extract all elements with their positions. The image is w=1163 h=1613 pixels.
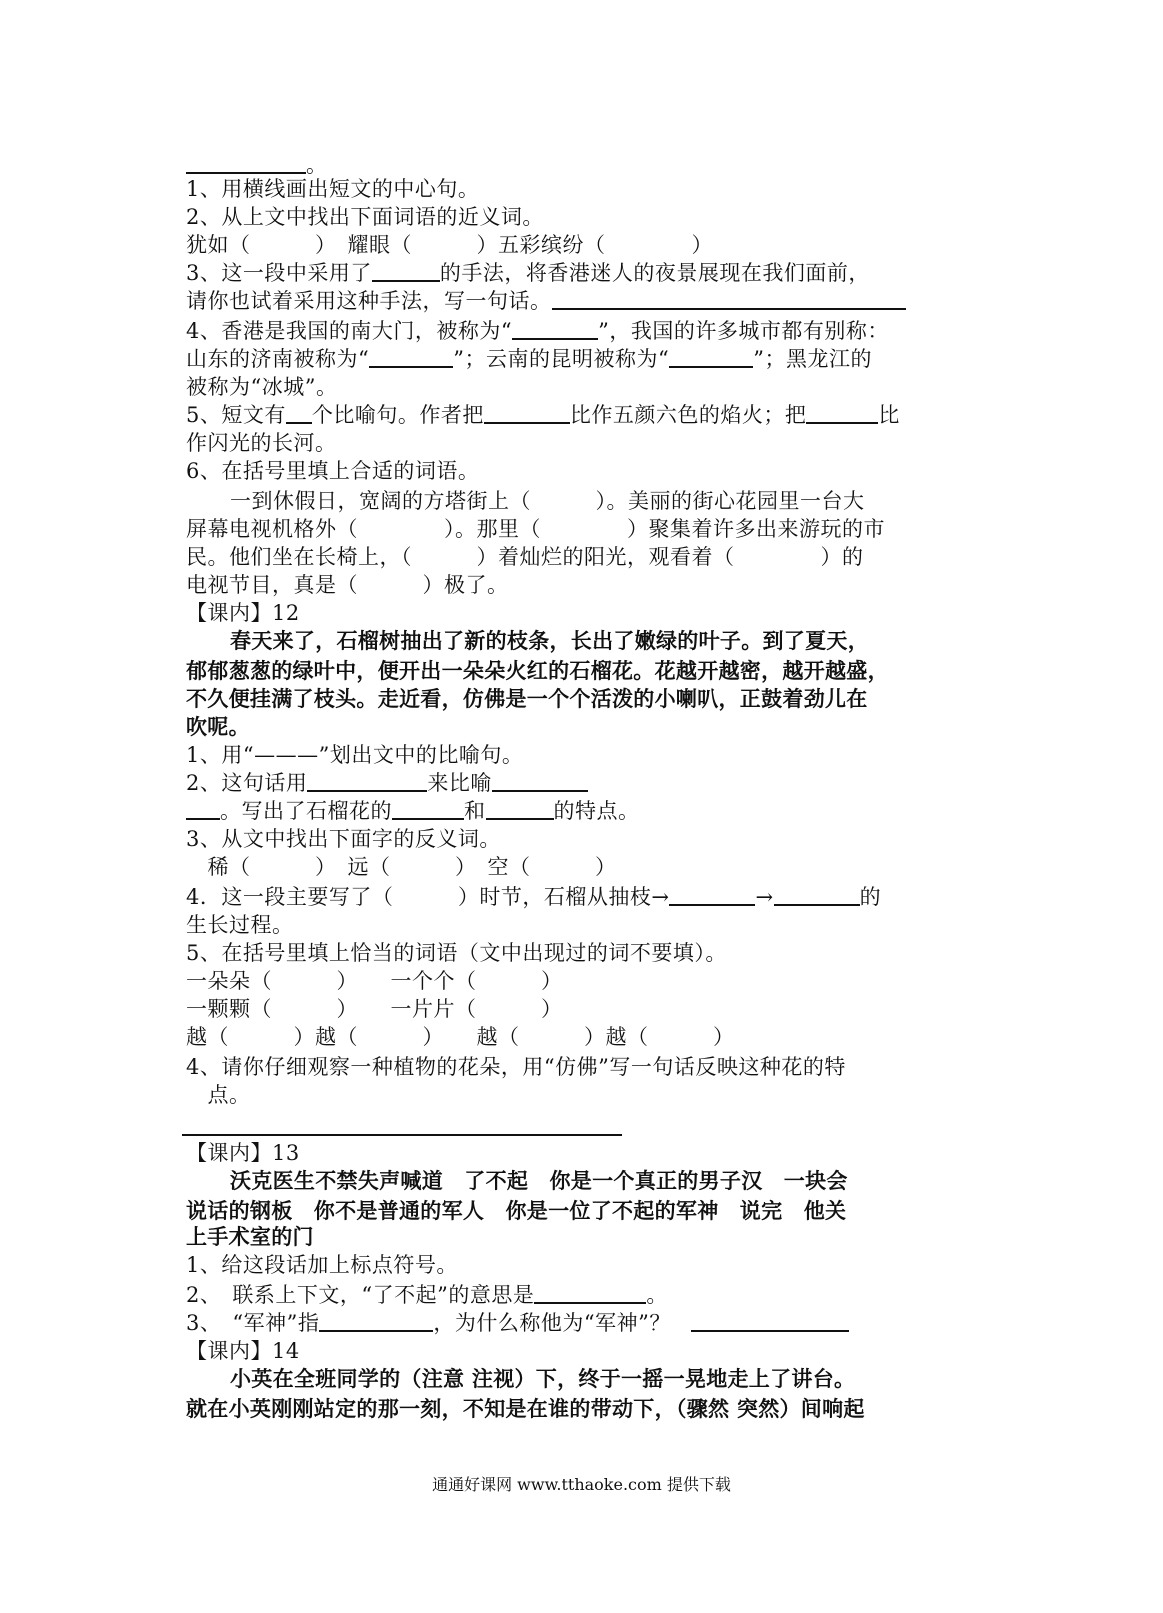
passage-12-line-2: 郁郁葱葱的绿叶中，便开出一朵朵火红的石榴花。花越开越密，越开越盛，	[186, 659, 889, 683]
line-01: 1、用横线画出短文的中心句。	[186, 177, 480, 201]
section-heading-13: 【课内】13	[186, 1141, 300, 1165]
line-07: 山东的济南被称为“ ”；云南的昆明被称为“ ”；黑龙江的	[186, 347, 872, 371]
line-05: 请你也试着采用这种手法，写一句话。	[186, 286, 966, 316]
line-31: 越（ ）越（ ） 越（ ）越（ ）	[186, 1025, 735, 1049]
section-heading-14: 【课内】14	[186, 1339, 300, 1363]
blank	[369, 346, 453, 368]
line-06: 4、香港是我国的南大门，被称为“ ”，我国的许多城市都有别称：	[186, 319, 889, 343]
blank	[492, 770, 588, 792]
line-10: 作闪光的长河。	[186, 431, 337, 455]
line-30: 一颗颗（ ） 一片片（ ）	[186, 997, 563, 1021]
line-14: 民。他们坐在长椅上，（ ）着灿烂的阳光，观看着（ ）的	[186, 545, 864, 569]
blank	[484, 402, 570, 424]
blank	[806, 402, 878, 424]
blank	[534, 1282, 646, 1304]
line-03: 犹如（ ） 耀眼（ ）五彩缤纷（ ）	[186, 233, 713, 257]
passage-13-line-3: 上手术室的门	[186, 1225, 314, 1249]
answer-line	[182, 1134, 622, 1136]
line-12: 一到休假日，宽阔的方塔街上（ ）。美丽的街心花园里一台大	[230, 489, 865, 513]
line-25: 稀（ ） 远（ ） 空（ ）	[186, 855, 617, 879]
blank	[669, 884, 755, 906]
blank	[392, 798, 464, 820]
blank	[552, 288, 906, 310]
line-39: 2、 联系上下文，“了不起”的意思是 。	[186, 1283, 668, 1307]
passage-12-line-3: 不久便挂满了枝头。走近看，仿佛是一个个活泼的小喇叭，正鼓着劲儿在	[186, 687, 868, 711]
section-heading-12: 【课内】12	[186, 601, 300, 625]
blank	[691, 1310, 849, 1332]
blank	[319, 1310, 433, 1332]
passage-14-line-1: 小英在全班同学的（注意 注视）下，终于一摇一晃地走上了讲台。	[230, 1367, 856, 1391]
line-04: 3、这一段中采用了 的手法，将香港迷人的夜景展现在我们面前，	[186, 261, 870, 285]
blank	[669, 346, 753, 368]
line-33: 点。	[186, 1083, 251, 1107]
line-11: 6、在括号里填上合适的词语。	[186, 459, 480, 483]
line-27: 生长过程。	[186, 913, 294, 937]
blank	[372, 260, 440, 282]
line-21: 1、用“———”划出文中的比喻句。	[186, 743, 524, 767]
line-08: 被称为“冰城”。	[186, 375, 338, 399]
line-38: 1、给这段话加上标点符号。	[186, 1253, 458, 1277]
blank	[307, 770, 427, 792]
line-23: 。写出了石榴花的 和 的特点。	[186, 796, 966, 826]
passage-12-line-1: 春天来了，石榴树抽出了新的枝条，长出了嫩绿的叶子。到了夏天，	[230, 629, 869, 653]
blank	[486, 798, 554, 820]
line-32: 4、请你仔细观察一种植物的花朵，用“仿佛”写一句话反映这种花的特	[186, 1055, 846, 1079]
passage-14-line-2: 就在小英刚刚站定的那一刻，不知是在谁的带动下，（骤然 突然）间响起	[186, 1397, 865, 1421]
line-28: 5、在括号里填上恰当的词语（文中出现过的词不要填）。	[186, 941, 727, 965]
line-22: 2、这句话用 来比喻	[186, 768, 966, 798]
line-26: 4．这一段主要写了（ ）时节，石榴从抽枝→ → 的	[186, 885, 882, 909]
line-00: 。	[186, 150, 966, 180]
passage-13-line-2: 说话的钢板 你不是普通的军人 你是一位了不起的军神 说完 他关	[186, 1199, 847, 1223]
blank	[774, 884, 860, 906]
line-24: 3、从文中找出下面字的反义词。	[186, 827, 501, 851]
line-02: 2、从上文中找出下面词语的近义词。	[186, 205, 544, 229]
blank	[512, 318, 598, 340]
passage-12-line-4: 吹呢。	[186, 715, 250, 739]
blank	[186, 798, 220, 820]
line-13: 屏幕电视机格外（ ）。那里（ ）聚集着许多出来游玩的市	[186, 517, 885, 541]
line-29: 一朵朵（ ） 一个个（ ）	[186, 969, 563, 993]
line-09: 5、短文有 个比喻句。作者把 比作五颜六色的焰火；把 比	[186, 403, 900, 427]
blank	[186, 152, 306, 174]
line-15: 电视节目，真是（ ）极了。	[186, 573, 509, 597]
blank	[286, 402, 312, 424]
passage-13-line-1: 沃克医生不禁失声喊道 了不起 你是一个真正的男子汉 一块会	[230, 1169, 848, 1193]
footer-credit: 通通好课网 www.tthaoke.com 提供下载	[432, 1475, 731, 1494]
line-40: 3、 “军神”指 ，为什么称他为“军神”？	[186, 1308, 966, 1338]
